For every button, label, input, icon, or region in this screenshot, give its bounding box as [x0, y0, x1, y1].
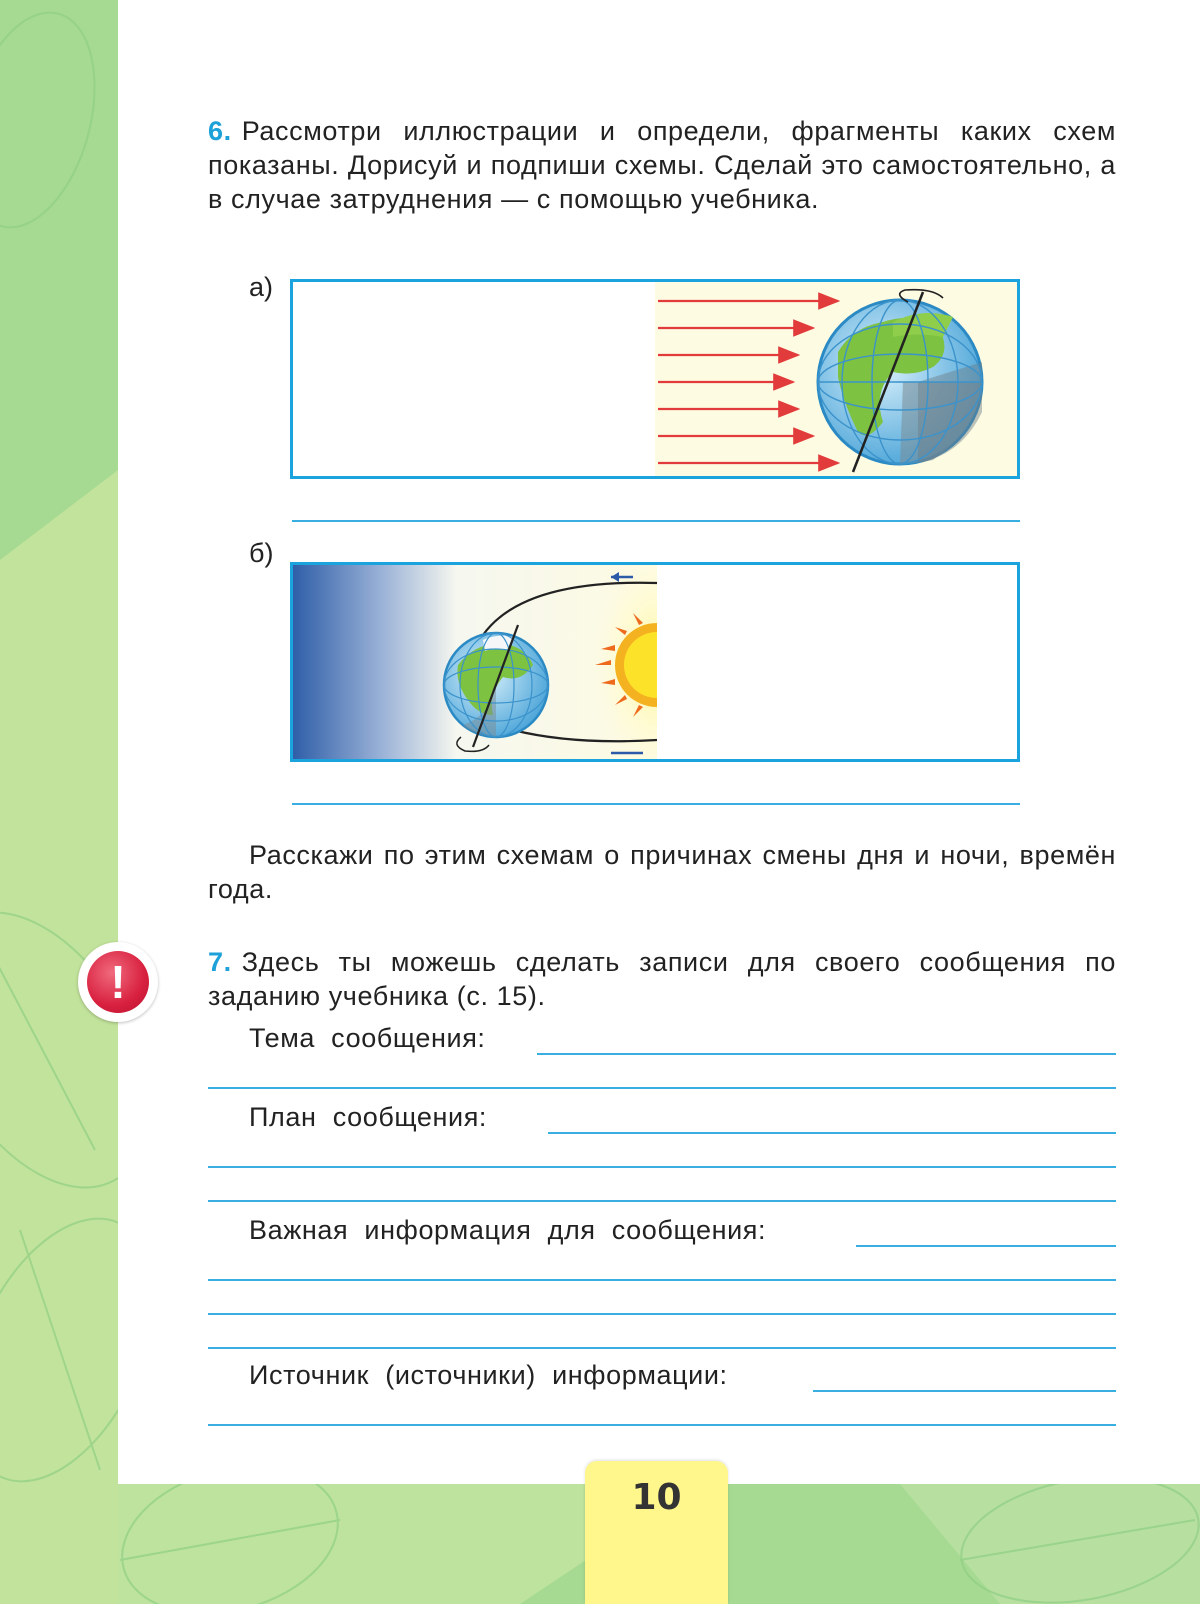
important-info-line-1[interactable] — [856, 1245, 1116, 1247]
page-number-tab — [585, 1461, 728, 1604]
sources-line-1[interactable] — [813, 1390, 1116, 1392]
task-6-instructions: Рассмотри иллюстрации и определи, фрагменты каких схем показаны. Дорисуй и подпиши схемы. Сделай это самостоятельно, а в случае затруднения — с помощью учебника. — [208, 116, 1116, 214]
task-7-instructions: Здесь ты можешь сделать записи для своего сообщения по заданию учебника (с. 15). — [208, 947, 1116, 1011]
important-info-label: Важная информация для сообщения: — [249, 1215, 767, 1245]
figure-a-day-night[interactable] — [290, 279, 1020, 479]
topic-label: Тема сообщения: — [249, 1023, 486, 1053]
exclamation-icon: ! — [87, 951, 149, 1013]
topic-line-2[interactable] — [208, 1087, 1116, 1089]
important-info-line-2[interactable] — [208, 1279, 1116, 1281]
figure-b-illustration — [293, 565, 1020, 762]
plan-line-2[interactable] — [208, 1166, 1116, 1168]
important-info-line-4[interactable] — [208, 1347, 1116, 1349]
task-7-text — [208, 945, 1116, 1013]
figure-b-label: б) — [249, 538, 274, 568]
figure-a-illustration — [293, 282, 1020, 479]
plan-label: План сообщения: — [249, 1102, 488, 1132]
figure-b-caption-line[interactable] — [292, 803, 1020, 805]
sources-label: Источник (источники) информации: — [249, 1360, 728, 1390]
plan-line-3[interactable] — [208, 1200, 1116, 1202]
task-7-number: 7. — [208, 947, 232, 977]
figure-b-seasons[interactable] — [290, 562, 1020, 762]
plan-line-1[interactable] — [548, 1132, 1116, 1134]
figure-a-label: а) — [249, 272, 274, 302]
figure-a-caption-line[interactable] — [292, 520, 1020, 522]
sources-line-2[interactable] — [208, 1424, 1116, 1426]
attention-badge — [78, 942, 158, 1022]
task-6-number: 6. — [208, 116, 232, 146]
task-6-followup: Расскажи по этим схемам о причинах смены дня и ночи, времён года. — [208, 840, 1116, 904]
important-info-line-3[interactable] — [208, 1313, 1116, 1315]
task-6-text — [208, 114, 1116, 216]
topic-line[interactable] — [537, 1053, 1116, 1055]
page-number: 10 — [631, 1477, 682, 1518]
